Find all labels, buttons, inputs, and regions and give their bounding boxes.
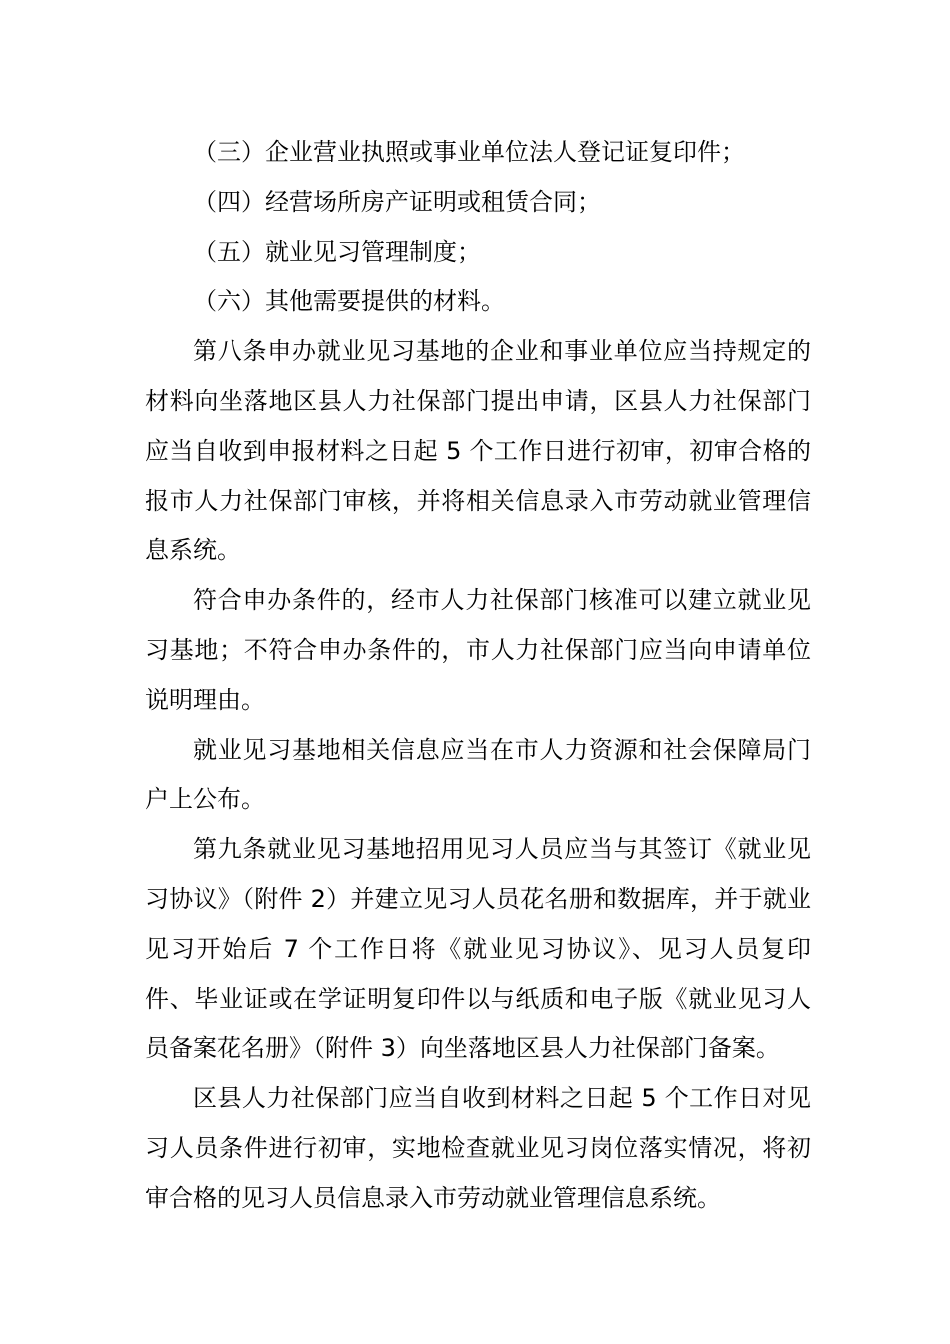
article-nine-paragraph: 第九条就业见习基地招用见习人员应当与其签订《就业见习协议》（附件 2）并建立见习人员花名册和数据库，并于就业见习开始后 7 个工作日将《就业见习协议》、见习人员复印件、毕业证或在学证明复印件以与纸质和电子版《就业见习人员备案花名册》（附件 3）向坐落地区县人力社保部门备案。 bbox=[145, 835, 811, 1063]
district-review-paragraph: 区县人力社保部门应当自收到材料之日起 5 个工作日对见习人员条件进行初审，实地检查就业见习岗位落实情况，将初审合格的见习人员信息录入市劳动就业管理信息系统。 bbox=[145, 1084, 811, 1212]
article-eight-paragraph: 第八条申办就业见习基地的企业和事业单位应当持规定的材料向坐落地区县人力社保部门提出申请，区县人力社保部门应当自收到申报材料之日起 5 个工作日进行初审，初审合格的报市人力社保部门审核，并将相关信息录入市劳动就业管理信息系统。 bbox=[145, 337, 811, 565]
item-five-paragraph: （五）就业见习管理制度； bbox=[193, 237, 481, 266]
document-body bbox=[145, 128, 811, 1224]
item-three-paragraph: （三）企业营业执照或事业单位法人登记证复印件； bbox=[193, 138, 745, 166]
publication-paragraph: 就业见习基地相关信息应当在市人力资源和社会保障局门户上公布。 bbox=[145, 735, 811, 814]
item-six-paragraph: （六）其他需要提供的材料。 bbox=[193, 287, 505, 316]
item-four-paragraph: （四）经营场所房产证明或租赁合同； bbox=[193, 187, 601, 216]
approval-paragraph: 符合申办条件的，经市人力社保部门核准可以建立就业见习基地；不符合申办条件的，市人力社保部门应当向申请单位说明理由。 bbox=[145, 586, 811, 714]
